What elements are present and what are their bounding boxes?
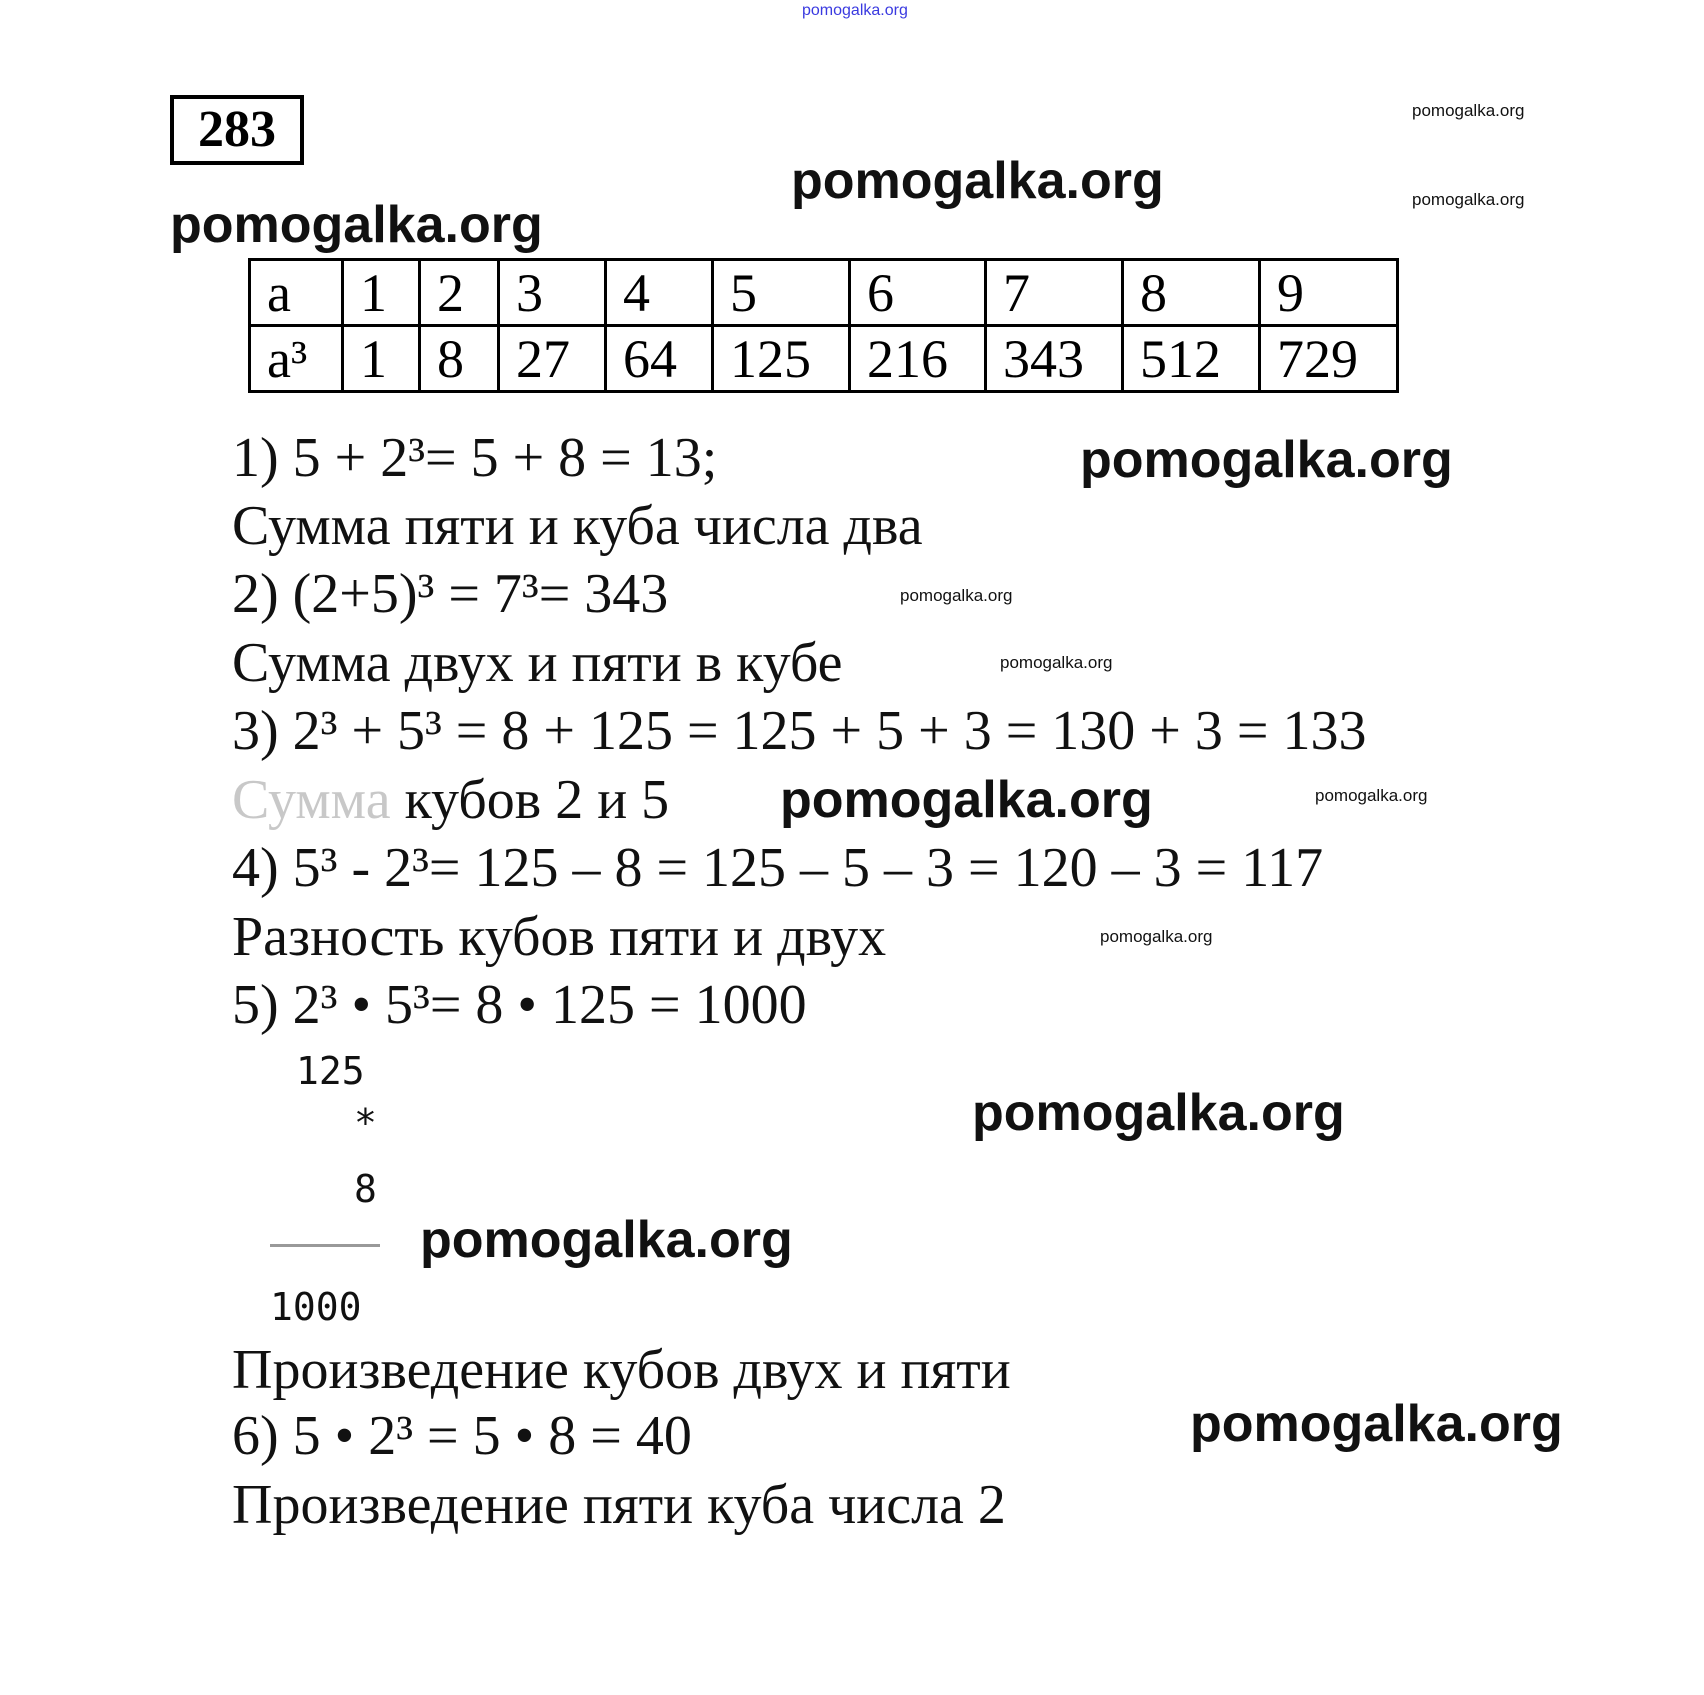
watermark: pomogalka.org bbox=[1412, 190, 1525, 209]
table-cell: 9 bbox=[1260, 260, 1398, 326]
table-cell: 125 bbox=[713, 326, 850, 392]
table-row-a-cubed bbox=[250, 326, 1398, 392]
exercise-number: 283 bbox=[170, 95, 304, 165]
watermark: pomogalka.org bbox=[420, 1211, 793, 1269]
solution-line-2: Сумма пяти и куба числа два bbox=[232, 495, 923, 557]
solution-line-11: 6) 5 • 2³ = 5 • 8 = 40 bbox=[232, 1405, 692, 1467]
table-cell: 729 bbox=[1260, 326, 1398, 392]
solution-line-12: Произведение пяти куба числа 2 bbox=[232, 1474, 1006, 1536]
table-cell: 3 bbox=[499, 260, 606, 326]
solution-line-1: 1) 5 + 2³= 5 + 8 = 13; bbox=[232, 427, 718, 489]
solution-line-8: Разность кубов пяти и двух bbox=[232, 906, 887, 968]
table-cell: 1 bbox=[343, 326, 420, 392]
calc-divider bbox=[270, 1244, 380, 1247]
table-cell: 7 bbox=[986, 260, 1123, 326]
watermark: pomogalka.org bbox=[972, 1084, 1345, 1142]
watermark: pomogalka.org bbox=[170, 196, 543, 254]
watermark: pomogalka.org bbox=[780, 771, 1153, 829]
watermark: pomogalka.org bbox=[1100, 927, 1213, 946]
table-cell: 4 bbox=[606, 260, 713, 326]
watermark: pomogalka.org bbox=[1190, 1395, 1563, 1453]
watermark: pomogalka.org bbox=[791, 152, 1164, 210]
table-cell: a bbox=[250, 260, 343, 326]
table-cell: 6 bbox=[850, 260, 986, 326]
table-cell: 8 bbox=[1123, 260, 1260, 326]
calc-operator: * bbox=[354, 1101, 377, 1145]
watermark: pomogalka.org bbox=[1080, 431, 1453, 489]
table-cell: a³ bbox=[250, 326, 343, 392]
table-cell: 64 bbox=[606, 326, 713, 392]
solution-line-5: 3) 2³ + 5³ = 8 + 125 = 125 + 5 + 3 = 130 + 3 = 133 bbox=[232, 700, 1367, 762]
table-cell: 1 bbox=[343, 260, 420, 326]
solution-line-6 bbox=[232, 768, 669, 832]
calc-result: 1000 bbox=[270, 1285, 362, 1329]
table-row-a bbox=[250, 260, 1398, 326]
table-cell: 5 bbox=[713, 260, 850, 326]
solution-line-10: Произведение кубов двух и пяти bbox=[232, 1339, 1011, 1401]
solution-line-7: 4) 5³ - 2³= 125 – 8 = 125 – 5 – 3 = 120 – 3 = 117 bbox=[232, 837, 1324, 899]
watermark-top[interactable]: pomogalka.org bbox=[802, 2, 908, 19]
table-cell: 27 bbox=[499, 326, 606, 392]
calc-top: 125 bbox=[296, 1049, 365, 1093]
table-cell: 2 bbox=[420, 260, 499, 326]
solution-line-3: 2) (2+5)³ = 7³= 343 bbox=[232, 563, 669, 625]
cubes-table bbox=[248, 258, 1399, 393]
table-cell: 216 bbox=[850, 326, 986, 392]
watermark: pomogalka.org bbox=[1412, 101, 1525, 120]
watermark: pomogalka.org bbox=[1315, 786, 1428, 805]
solution-line-9: 5) 2³ • 5³= 8 • 125 = 1000 bbox=[232, 974, 807, 1036]
text: кубов 2 и 5 bbox=[390, 769, 670, 831]
calc-multiplier: 8 bbox=[354, 1167, 377, 1211]
table-cell: 343 bbox=[986, 326, 1123, 392]
watermark: pomogalka.org bbox=[1000, 653, 1113, 672]
watermark: pomogalka.org bbox=[900, 586, 1013, 605]
faded-text: Сумма bbox=[232, 769, 391, 831]
table-cell: 512 bbox=[1123, 326, 1260, 392]
solution-line-4: Сумма двух и пяти в кубе bbox=[232, 632, 843, 694]
table-cell: 8 bbox=[420, 326, 499, 392]
